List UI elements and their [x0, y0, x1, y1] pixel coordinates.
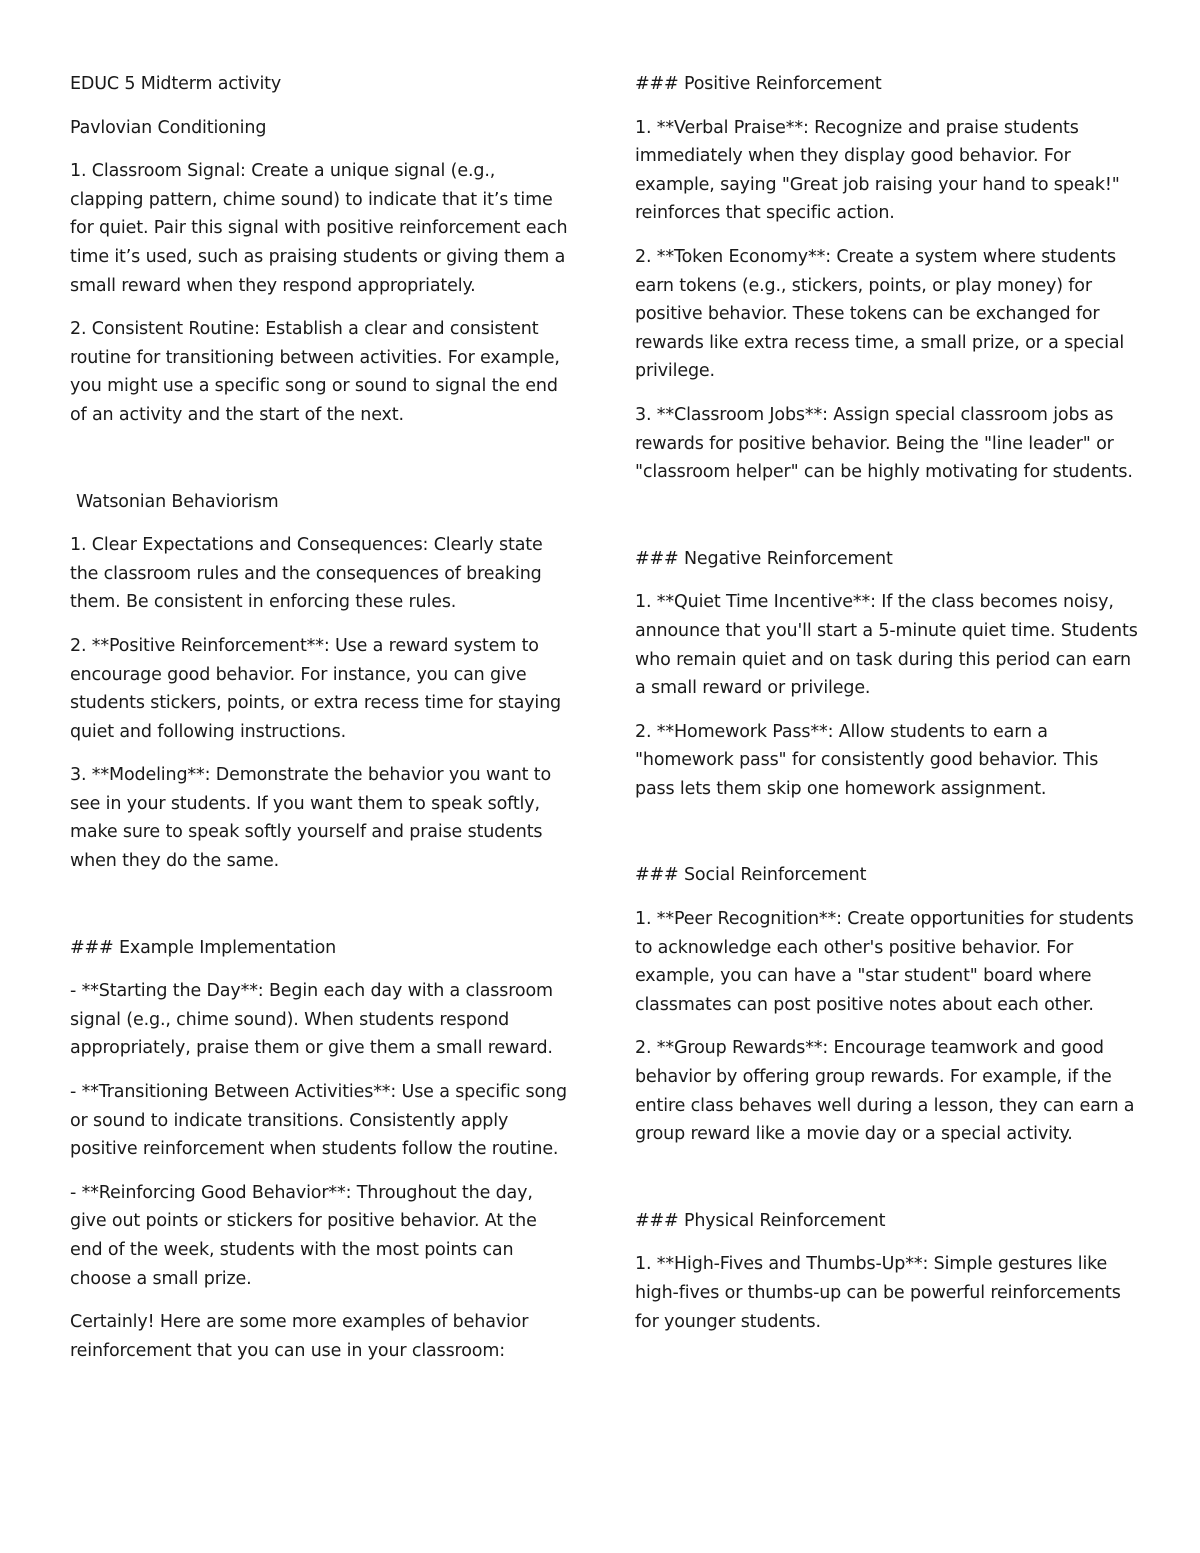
social-reinforcement-item: 1. **Peer Recognition**: Create opportunities for students to acknowledge each other's positive behavior. For example, you can have a "star student" board where classmates can post positive notes about each other. [635, 909, 1134, 1015]
example-implementation-heading: ### Example Implementation [70, 937, 337, 958]
physical-reinforcement-heading: ### Physical Reinforcement [635, 1210, 886, 1231]
watsonian-heading: Watsonian Behaviorism [76, 491, 279, 512]
social-reinforcement-heading: ### Social Reinforcement [635, 865, 867, 886]
left-column [70, 70, 570, 1380]
watsonian-item: 1. Clear Expectations and Consequences: Clearly state the classroom rules and the consequences of breaking them. Be consistent in enforcing these rules. [70, 535, 543, 613]
social-reinforcement-item: 2. **Group Rewards**: Encourage teamwork and good behavior by offering group rewards. For example, if the entire class behaves well during a lesson, they can earn a group reward like a movie day or a special activity. [635, 1038, 1135, 1145]
positive-reinforcement-item: 1. **Verbal Praise**: Recognize and praise students immediately when they display good behavior. For example, saying "Great job raising your hand to speak!" reinforces that specific action. [635, 117, 1120, 224]
example-implementation-item: - **Reinforcing Good Behavior**: Throughout the day, give out points or stickers for positive behavior. At the end of the week, students with the most points can choose a small prize. [70, 1182, 537, 1289]
negative-reinforcement-item: 1. **Quiet Time Incentive**: If the class becomes noisy, announce that you'll start a 5-minute quiet time. Students who remain quiet and on task during this period can earn a small reward or privilege. [635, 592, 1138, 699]
pavlovian-item: 2. Consistent Routine: Establish a clear and consistent routine for transitioning between activities. For example, you might use a specific song or sound to signal the end of an activity and the start of the next. [70, 319, 560, 425]
negative-reinforcement-heading: ### Negative Reinforcement [635, 548, 893, 569]
negative-reinforcement-item: 2. **Homework Pass**: Allow students to earn a "homework pass" for consistently good behavior. This pass lets them skip one homework assignment. [635, 721, 1099, 799]
pavlovian-heading: Pavlovian Conditioning [70, 117, 267, 138]
positive-reinforcement-item: 3. **Classroom Jobs**: Assign special classroom jobs as rewards for positive behavior. Being the "line leader" or "classroom helper" can be highly motivating for students. [635, 404, 1133, 483]
physical-reinforcement-item: 1. **High-Fives and Thumbs-Up**: Simple gestures like high-fives or thumbs-up can be powerful reinforcements for younger students. [635, 1254, 1121, 1332]
watsonian-item: 3. **Modeling**: Demonstrate the behavior you want to see in your students. If you want them to speak softly, make sure to speak softly yourself and praise students when they do the same. [70, 765, 552, 872]
example-implementation-item: - **Transitioning Between Activities**: Use a specific song or sound to indicate transitions. Consistently apply positive reinforcement when students follow the routine. [70, 1082, 567, 1160]
positive-reinforcement-item: 2. **Token Economy**: Create a system where students earn tokens (e.g., stickers, points, or play money) for positive behavior. These tokens can be exchanged for rewards like extra recess time, a small prize, or a special privilege. [635, 246, 1125, 382]
example-implementation-item: - **Starting the Day**: Begin each day with a classroom signal (e.g., chime sound). When students respond appropriately, praise them or give them a small reward. [70, 981, 553, 1059]
right-column [635, 70, 1140, 1351]
positive-reinforcement-heading: ### Positive Reinforcement [635, 74, 882, 94]
watsonian-item: 2. **Positive Reinforcement**: Use a reward system to encourage good behavior. For instance, you can give students stickers, points, or extra recess time for staying quiet and following instructions. [70, 635, 562, 742]
closing-paragraph: Certainly! Here are some more examples of behavior reinforcement that you can use in your classroom: [70, 1312, 529, 1361]
document-title: EDUC 5 Midterm activity [70, 74, 282, 94]
pavlovian-item: 1. Classroom Signal: Create a unique signal (e.g., clapping pattern, chime sound) to indicate that it’s time for quiet. Pair this signal with positive reinforcement each time it’s used, such as praising students or giving them a small reward when they respond appropriately. [70, 161, 568, 296]
